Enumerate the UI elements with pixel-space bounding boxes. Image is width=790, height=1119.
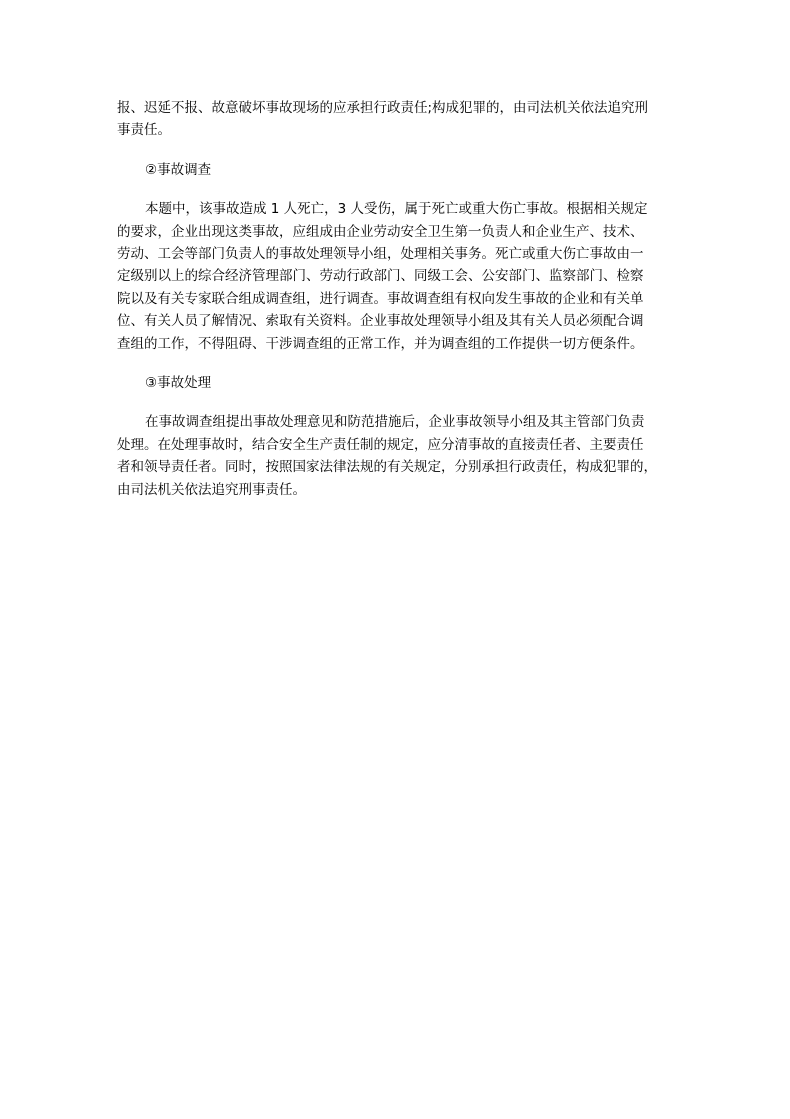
text-line: 院以及有关专家联合组成调查组，进行调查。事故调查组有权向发生事故的企业和有关单	[117, 290, 644, 307]
text-line: 在事故调查组提出事故处理意见和防范措施后，企业事故领导小组及其主管部门负责	[145, 414, 645, 431]
document-page	[117, 97, 674, 501]
intro-paragraph	[117, 97, 674, 142]
accident-handling-paragraph	[117, 411, 674, 501]
accident-investigation-paragraph	[117, 198, 674, 355]
text-line: 定级别以上的综合经济管理部门、劳动行政部门、同级工会、公安部门、监察部门、检察	[117, 268, 644, 285]
text-line: 事责任。	[117, 122, 171, 139]
text-line: 劳动、工会等部门负责人的事故处理领导小组，处理相关事务。死亡或重大伤亡事故由一	[117, 246, 644, 263]
text-line: 本题中，该事故造成 1 人死亡，3 人受伤，属于死亡或重大伤亡事故。根据相关规定	[145, 201, 648, 218]
text-line: 处理。在处理事故时，结合安全生产责任制的规定，应分清事故的直接责任者、主要责任	[117, 436, 644, 453]
text-line: 报、迟延不报、故意破坏事故现场的应承担行政责任;构成犯罪的，由司法机关依法追究刑	[117, 100, 649, 116]
text-line: 位、有关人员了解情况、索取有关资料。企业事故处理领导小组及其有关人员必须配合调	[117, 313, 644, 330]
text-line: 查组的工作，不得阻碍、干涉调查组的正常工作，并为调查组的工作提供一切方便条件。	[117, 335, 644, 352]
text-line: 的要求，企业出现这类事故，应组成由企业劳动安全卫生第一负责人和企业生产、技术、	[117, 223, 644, 240]
section-heading-accident-handling: ③事故处理	[145, 375, 212, 392]
text-line: 由司法机关依法追究刑事责任。	[117, 481, 306, 498]
section-heading-accident-investigation: ②事故调查	[145, 161, 212, 178]
text-line: 者和领导责任者。同时，按照国家法律法规的有关规定，分别承担行政责任，构成犯罪的，	[117, 459, 657, 476]
